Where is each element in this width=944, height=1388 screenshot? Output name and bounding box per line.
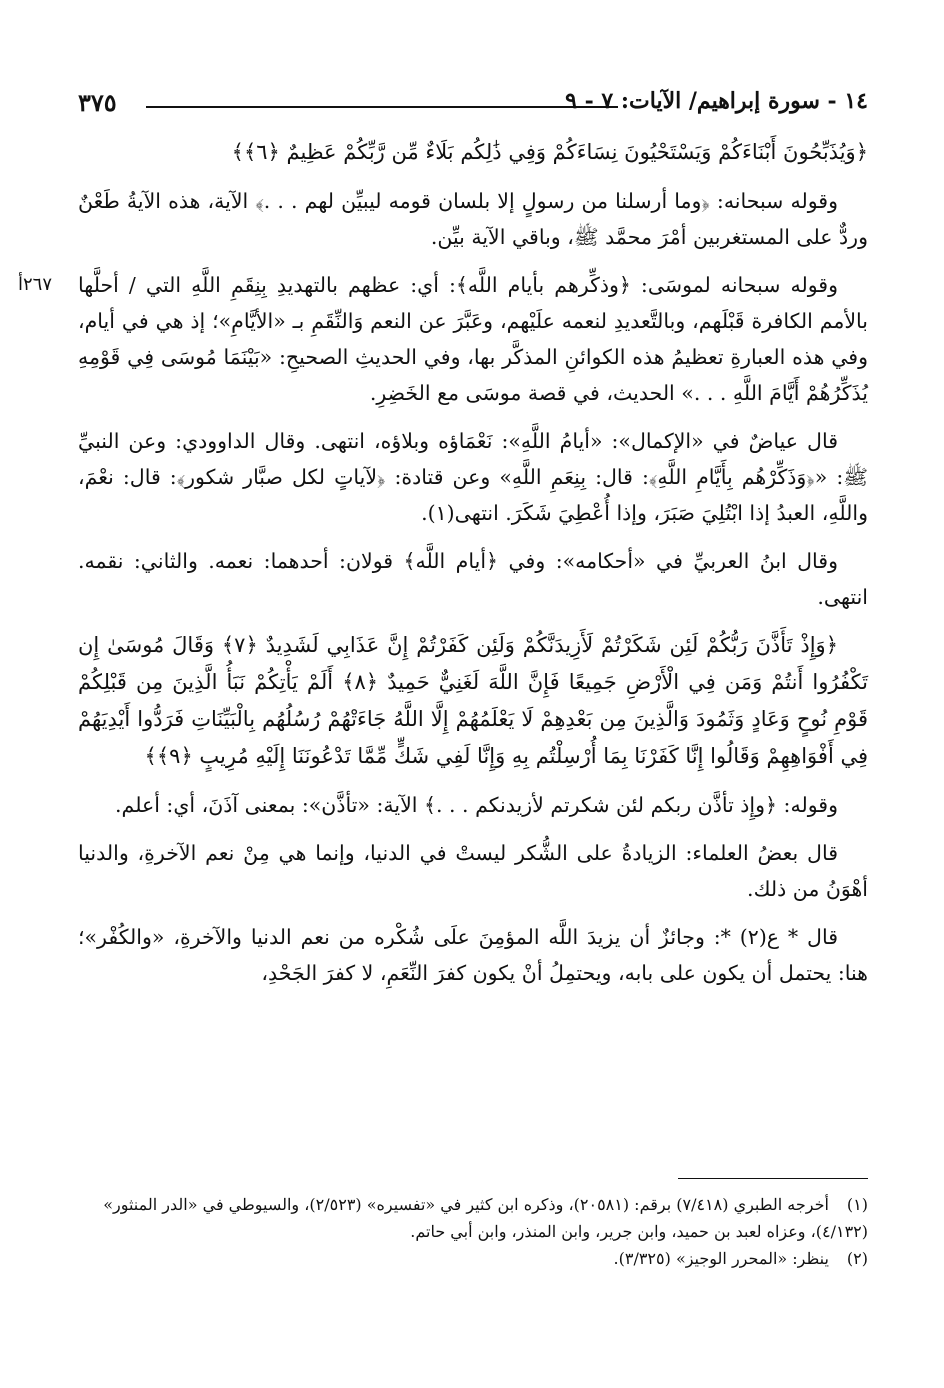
paragraph-4: قال عياضٌ في «الإكمال»: «أيامُ اللَّهِ»: نَعْمَاؤه وبلاؤه، انتهى. وقال الداوودي: وعن النبيِّ ﷺ: «﴿وَذَكِّرْهُم بِأَيَّامِ اللَّهِ﴾: قال: بِنِعَمِ اللَّهِ» وعن قتادة: ﴿لآياتٍ لكل صبَّار شكور﴾: قال: نعْمَ، واللَّهِ، العبدُ إذا ابْتُلِيَ صَبَرَ، وإذا أُعْطِيَ شَكَرَ. انتهى(١). xyxy=(78,429,868,525)
paragraph-3-wrap xyxy=(18,267,868,411)
footnote-number: (١) xyxy=(846,1195,868,1214)
footnote-rule xyxy=(678,1178,868,1179)
page-body xyxy=(18,134,869,991)
footnote-1 xyxy=(78,1191,868,1245)
paragraph-9: قال * ع(٢) *: وجائزٌ أن يزيدَ اللَّه المؤمِنَ علَى شُكْره من نعم الدنيا والآخرةِ، «والكُفْر»؛ هنا: يحتمل أن يكون على بابه، ويحتمِلُ أنْ يكون كفرَ النِّعَمِ، لا كفرَ الجَحْدِ، xyxy=(78,925,868,985)
book-page xyxy=(18,88,869,1318)
quran-verses-7-9: ﴿وَإِذْ تَأَذَّنَ رَبُّكُمْ لَئِن شَكَرْتُمْ لَأَزِيدَنَّكُمْ وَلَئِن كَفَرْتُمْ إِنَّ عَذَابِي لَشَدِيدٌ ﴿٧﴾ وَقَالَ مُوسَىٰ إِن تَكْفُرُوا أَنتُمْ وَمَن فِي الْأَرْضِ جَمِيعًا فَإِنَّ اللَّهَ لَغَنِيٌّ حَمِيدٌ ﴿٨﴾ أَلَمْ يَأْتِكُمْ نَبَأُ الَّذِينَ مِن قَبْلِكُمْ قَوْمِ نُوحٍ وَعَادٍ وَثَمُودَ وَالَّذِينَ مِن بَعْدِهِمْ لَا يَعْلَمُهُمْ إِلَّا اللَّهُ جَاءَتْهُمْ رُسُلُهُم بِالْبَيِّنَاتِ فَرَدُّوا أَيْدِيَهُمْ فِي أَفْوَاهِهِمْ وَقَالُوا إِنَّا كَفَرْنَا بِمَا أُرْسِلْتُم بِهِ وَإِنَّا لَفِي شَكٍّ مِّمَّا تَدْعُونَنَا إِلَيْهِ مُرِيبٍ ﴿٩﴾﴾ xyxy=(78,633,869,768)
footnote-text: ينظر: «المحرر الوجيز» (٣/٣٢٥). xyxy=(613,1249,829,1268)
paragraph-3: وقوله سبحانه لموسَى: ﴿وذكِّرهم بأيام اللَّه﴾: أي: عظهم بالتهديدِ بِنِقَمِ اللَّهِ التي / أحلَّها بالأمم الكافرة قَبْلَهم، وبالتَّعديدِ لنعمه علَيْهم، وعَبَّرَ عن النعم وَالنِّقَمِ بـ «الأيَّامِ»؛ إذ هي في أيام، وفي هذه العبارةِ تعظيمُ هذه الكوائنِ المذكَّر بها، وفي الحديثِ الصحيحِ: «بَيْنَمَا مُوسَى فِي قَوْمِهِ يُذَكِّرُهُمْ أَيَّامَ اللَّهِ . . .» الحديث، في قصة موسَى مع الخَضِرِ. xyxy=(78,273,868,405)
paragraph-7: وقوله: ﴿وإِذ تأذَّن ربكم لئن شكرتم لأزيدنكم . . .﴾ الآية: «تأذَّن»: بمعنى آذَنَ، أي: أعلم. xyxy=(115,793,838,817)
paragraph-8: قال بعضُ العلماء: الزيادةُ على الشُّكر ليستْ في الدنيا، وإنما هي مِنْ نعم الآخرةِ، والدنيا أهْوَنُ من ذلك. xyxy=(78,841,868,901)
page-number: ٣٧٥ xyxy=(78,88,117,117)
footnote-text: أخرجه الطبري (٧/٤١٨) برقم: (٢٠٥٨١)، وذكره ابن كثير في «تفسيره» (٢/٥٢٣)، والسيوطي في «الدر المنثور» (٤/١٣٢)، وعزاه لعبد بن حميد، وابن جرير، وابن المنذر، وابن أبي حاتم. xyxy=(103,1195,868,1241)
footnote-2 xyxy=(78,1245,868,1272)
quran-verse-6: ﴿وَيُذَبِّحُونَ أَبْنَاءَكُمْ وَيَسْتَحْيُونَ نِسَاءَكُمْ وَفِي ذَٰلِكُم بَلَاءٌ مِّن رَّبِّكُمْ عَظِيمٌ ﴿٦﴾﴾ xyxy=(231,140,868,164)
page-header xyxy=(78,88,868,118)
running-title: ١٤ - سورة إبراهيم/ الآيات: ٧ - ٩ xyxy=(565,88,868,114)
paragraph-5: وقال ابنُ العربيِّ في «أحكامه»: وفي ﴿أيام اللَّه﴾ قولان: أحدهما: نعمه. والثاني: نقمه. انتهى. xyxy=(78,549,868,609)
footnote-number: (٢) xyxy=(846,1249,868,1268)
footnotes xyxy=(78,1178,868,1272)
manuscript-folio-ref: ٢٦٧أ xyxy=(18,274,53,295)
header-rule xyxy=(146,106,618,108)
paragraph-2: وقوله سبحانه: ﴿وما أرسلنا من رسولٍ إلا بلسان قومه ليبيِّن لهم . . .﴾ الآية، هذه الآيةُ طَعْنٌ وردٌّ على المستغربين أمْرَ محمَّد ﷺ، وباقي الآية بيِّن. xyxy=(78,189,868,249)
